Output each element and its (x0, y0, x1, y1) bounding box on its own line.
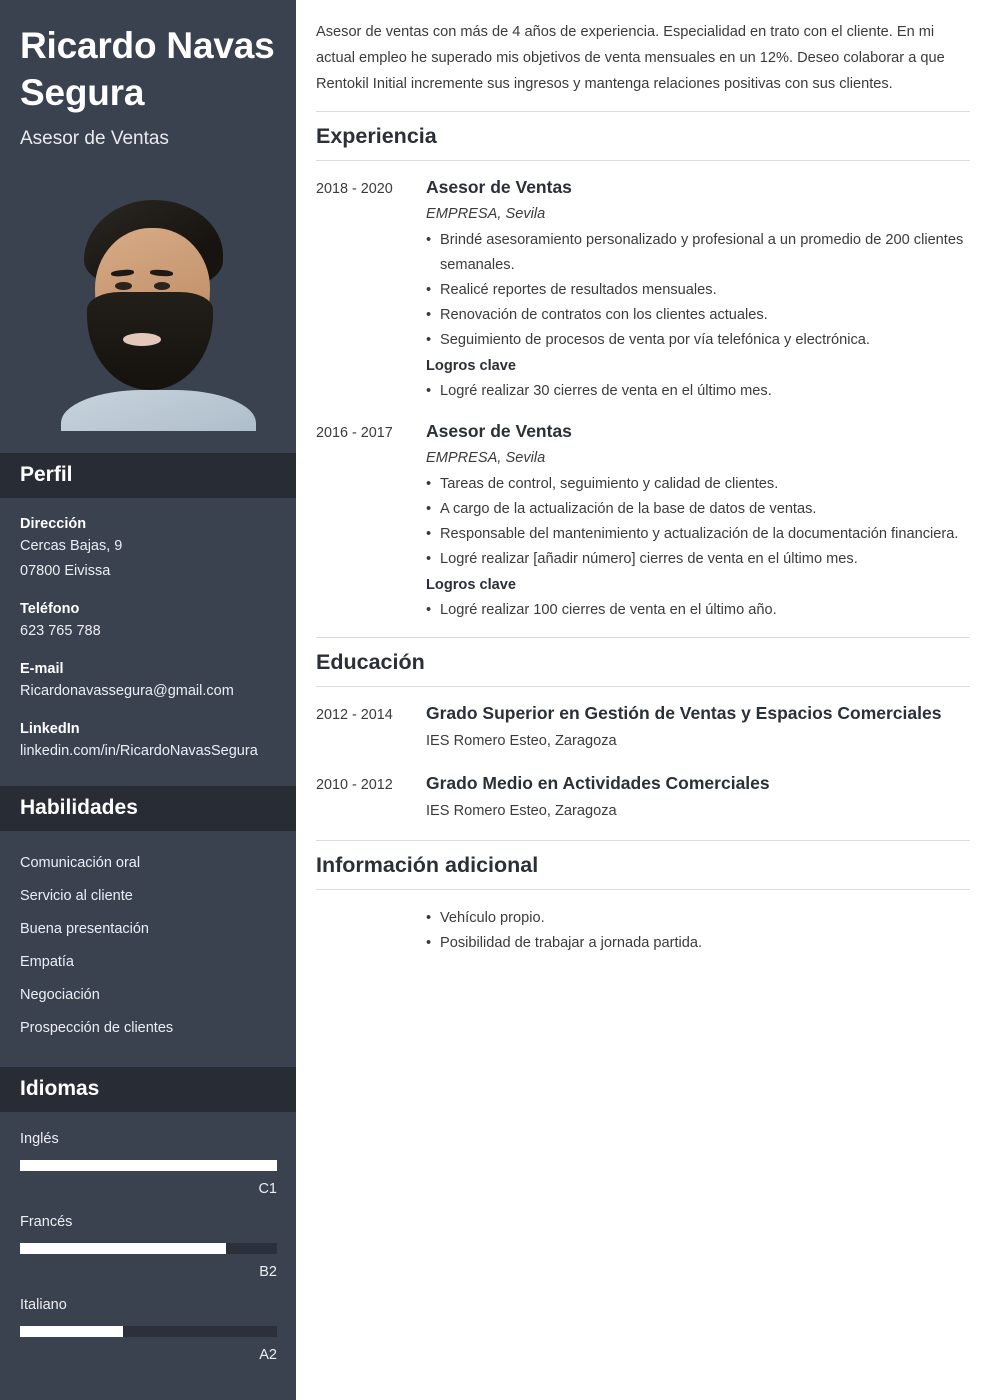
language-item (20, 1128, 276, 1200)
section-experience (316, 111, 970, 623)
contact-value-direccion-line1: Cercas Bajas, 9 (20, 538, 123, 554)
profile-photo (20, 174, 277, 431)
sidebar-header (0, 0, 296, 431)
experience-entry-date: 2016 - 2017 (316, 425, 393, 441)
candidate-job-title: Asesor de Ventas (20, 128, 169, 149)
experience-entry-title: Asesor de Ventas (426, 421, 572, 441)
language-level-label: B2 (259, 1264, 277, 1280)
experience-entry-bullets (426, 472, 970, 572)
contact-value-linkedin[interactable]: linkedin.com/in/RicardoNavasSegura (20, 743, 258, 759)
skill-item: Buena presentación (20, 921, 149, 937)
contact-value-direccion-line2: 07800 Eivissa (20, 563, 111, 579)
portrait-image (20, 174, 277, 431)
profile-contact-list (0, 498, 296, 764)
bullet-item: • Seguimiento de procesos de venta por vía telefónica y electrónica. (426, 328, 970, 353)
experience-entry-achievements (426, 379, 970, 404)
education-entry-body (426, 770, 970, 826)
achievements-label: Logros clave (426, 577, 517, 593)
language-level-bar (20, 1243, 277, 1254)
main-content (296, 0, 990, 1400)
bullet-item: • Posibilidad de trabajar a jornada partida. (426, 931, 970, 956)
experience-entry (316, 418, 970, 623)
candidate-name: Ricardo Navas Segura (20, 25, 275, 113)
experience-entry-company: EMPRESA, Sevila (426, 450, 546, 466)
language-item (20, 1294, 276, 1366)
sidebar-section-title-skills: Habilidades (0, 786, 296, 831)
portrait-shirt (61, 390, 256, 431)
additional-info-body (316, 903, 970, 956)
bullet-item: • Logré realizar 100 cierres de venta en el último año. (426, 598, 970, 623)
contact-label-linkedin: LinkedIn (20, 721, 80, 737)
skill-item: Negociación (20, 987, 100, 1003)
section-education (316, 637, 970, 826)
language-name: Francés (20, 1214, 73, 1230)
contact-value-email[interactable]: Ricardonavassegura@gmail.com (20, 683, 234, 699)
professional-summary: Asesor de ventas con más de 4 años de experiencia. Especialidad en trato con el cliente. En mi actual empleo he superado mis objetivos de venta mensuales en un 12%. Deseo colaborar a que Rentokil Initial incremente sus ingresos y mantenga relaciones positivas con sus clientes. (316, 24, 945, 92)
contact-label-direccion: Dirección (20, 516, 87, 532)
sidebar (0, 0, 296, 1400)
experience-entry-achievements (426, 598, 970, 623)
languages-list (0, 1112, 296, 1366)
sidebar-section-title-languages: Idiomas (0, 1067, 296, 1112)
experience-entry-title: Asesor de Ventas (426, 177, 572, 197)
bullet-item: • A cargo de la actualización de la base de datos de ventas. (426, 497, 970, 522)
language-level-bar (20, 1326, 277, 1337)
experience-entry-date: 2018 - 2020 (316, 181, 393, 197)
skill-item: Comunicación oral (20, 855, 141, 871)
contact-label-telefono: Teléfono (20, 601, 80, 617)
additional-info-list (426, 906, 970, 956)
experience-entry-body (426, 174, 970, 404)
bullet-item: • Logré realizar 30 cierres de venta en el último mes. (426, 379, 970, 404)
language-name: Inglés (20, 1131, 59, 1147)
skills-list (0, 831, 296, 1045)
section-title-education: Educación (316, 637, 970, 687)
bullet-item: • Responsable del mantenimiento y actualización de la documentación financiera. (426, 522, 970, 547)
contact-label-email: E-mail (20, 661, 64, 677)
skill-item: Servicio al cliente (20, 888, 133, 904)
experience-entry-body (426, 418, 970, 623)
language-item (20, 1211, 276, 1283)
experience-entry (316, 174, 970, 404)
language-level-label: C1 (258, 1181, 277, 1197)
section-title-additional-info: Información adicional (316, 840, 970, 890)
sidebar-section-title-profile: Perfil (0, 453, 296, 498)
language-name: Italiano (20, 1297, 67, 1313)
contact-value-telefono[interactable]: 623 765 788 (20, 623, 101, 639)
education-entry-school: IES Romero Esteo, Zaragoza (426, 803, 617, 819)
education-entry-title: Grado Superior en Gestión de Ventas y Espacios Comerciales (426, 703, 942, 723)
experience-entry-bullets (426, 228, 970, 353)
skill-item: Empatía (20, 954, 74, 970)
education-entry-school: IES Romero Esteo, Zaragoza (426, 733, 617, 749)
education-entry-title: Grado Medio en Actividades Comerciales (426, 773, 770, 793)
language-level-bar (20, 1160, 277, 1171)
experience-entry-company: EMPRESA, Sevila (426, 206, 546, 222)
portrait-eye-left (115, 282, 132, 290)
education-entry (316, 770, 970, 826)
language-level-fill (20, 1326, 123, 1337)
education-entry-date: 2010 - 2012 (316, 777, 393, 793)
bullet-item: • Brindé asesoramiento personalizado y profesional a un promedio de 200 clientes semanales. (426, 228, 970, 278)
language-level-fill (20, 1160, 277, 1171)
language-level-fill (20, 1243, 226, 1254)
bullet-item: • Renovación de contratos con los clientes actuales. (426, 303, 970, 328)
education-entry-date: 2012 - 2014 (316, 707, 393, 723)
education-entry (316, 700, 970, 756)
bullet-item: • Realicé reportes de resultados mensuales. (426, 278, 970, 303)
bullet-item: • Vehículo propio. (426, 906, 970, 931)
bullet-item: • Tareas de control, seguimiento y calidad de clientes. (426, 472, 970, 497)
achievements-label: Logros clave (426, 358, 517, 374)
section-additional-info (316, 840, 970, 956)
bullet-item: • Logré realizar [añadir número] cierres de venta en el último mes. (426, 547, 970, 572)
education-entry-body (426, 700, 970, 756)
section-title-experience: Experiencia (316, 111, 970, 161)
language-level-label: A2 (259, 1347, 277, 1363)
skill-item: Prospección de clientes (20, 1020, 174, 1036)
